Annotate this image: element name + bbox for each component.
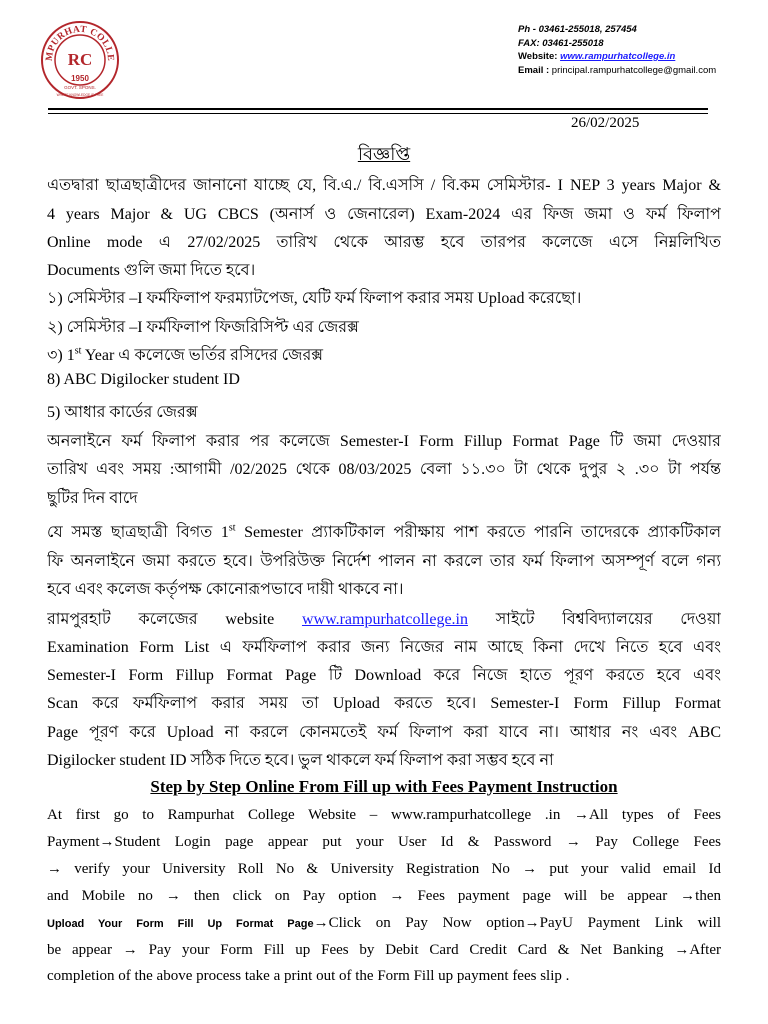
notice-title: বিজ্ঞপ্তি: [357, 144, 411, 164]
notice-line-3: Online mode এ 27/02/2025 তারিখ থেকে আরম্ভ হবে তারপর কলেজে এসে নিম্নলিখিত: [47, 234, 721, 251]
document-item-3: ৩) 1st Year এ কলেজে ভর্তির রসিদের জেরক্স: [47, 345, 324, 364]
website-line-2: Examination Form List এ ফর্মফিলাপ করার জন্য নিজের নাম আছে কিনা দেখে নিতে হবে এবং: [47, 639, 721, 656]
logo-monogram: RC: [67, 50, 93, 69]
notice-line-2: 4 years Major & UG CBCS (অনার্স ও জেনারেল) Exam-2024 এর ফিজ জমা ও ফর্ম ফিলাপ: [47, 206, 721, 223]
college-logo: [38, 18, 122, 102]
website-label: Website:: [518, 51, 561, 62]
fax-text: FAX: 03461-255018: [518, 37, 604, 49]
document-item-4: 8) ABC Digilocker student ID: [47, 371, 240, 388]
submission-line-2: তারিখ এবং সময় :আগামী /02/2025 থেকে 08/03/2025 বেলা ১১.৩০ টা থেকে দুপুর ২ .৩০ টা পর্যন্ত: [47, 461, 721, 478]
email-label: Email :: [518, 64, 550, 76]
website-line-3: Semester-I Form Fillup Format Page টি Download করে নিজে হাতে পূরণ করতে হবে এবং: [47, 667, 721, 684]
practical-line-1: যে সমস্ত ছাত্রছাত্রী বিগত 1st Semester প্র্যাকটিকাল পরীক্ষায় পাশ করতে পারনি তাদেরকে প্র্যাকটিকাল: [47, 522, 721, 541]
instruction-line-2: Payment→Student Login page appear put your User Id & Password → Pay College Fees: [47, 834, 721, 850]
instruction-line-1: At first go to Rampurhat College Website – www.rampurhatcollege .in →All types of Fees: [47, 807, 721, 823]
instruction-line-5: Upload Your Form Fill Up Format Page→Click on Pay Now option→PayU Payment Link will: [47, 915, 721, 931]
submission-line-3: ছুটির দিন বাদে: [47, 490, 138, 507]
instruction-line-7: completion of the above process take a print out of the Form Fill up payment fees slip .: [47, 968, 570, 984]
phone-text: Ph - 03461-255018, 257454: [518, 24, 637, 35]
notice-date: 26/02/2025: [571, 115, 640, 131]
header-rule-thick: [48, 108, 708, 110]
logo-govt-text: GOVT. SPONS.: [64, 85, 96, 90]
instructions-heading: Step by Step Online From Fill up with Fees Payment Instruction: [150, 777, 618, 796]
notice-line-1: এতদ্বারা ছাত্রছাত্রীদের জানানো যাচ্ছে যে, বি.এ./ বি.এসসি / বি.কম সেমিস্টার- I NEP 3 years Major &: [47, 177, 721, 194]
website-line-6: Digilocker student ID সঠিক দিতে হবে। ভুল থাকলে ফর্ম ফিলাপ করা সম্ভব হবে না: [47, 752, 554, 769]
practical-line-3: হবে এবং কলেজ কর্তৃপক্ষ কোনোরূপভাবে দায়ী থাকবে না।: [47, 581, 404, 598]
logo-year: 1950: [71, 74, 89, 83]
instruction-line-6: be appear → Pay your Form Fill up Fees by Debit Card Credit Card & Net Banking →After: [47, 942, 721, 958]
practical-line-2: ফি অনলাইনে জমা করতে হবে। উপরিউক্ত নির্দেশ পালন না করলে তার ফর্ম ফিলাপ অসম্পূর্ণ বলে গন্য: [47, 553, 721, 570]
website-line-4: Scan করে ফর্মফিলাপ করার সময় তা Upload করতে হবে। Semester-I Form Fillup Format: [47, 695, 721, 712]
submission-line-1: অনলাইনে ফর্ম ফিলাপ করার পর কলেজে Semester-I Form Fillup Format Page টি জমা দেওয়ার: [47, 433, 721, 450]
document-item-5: 5) আধার কার্ডের জেরক্স: [47, 404, 198, 421]
header-rule-thin: [48, 113, 708, 114]
website-line-5: Page পূরণ করে Upload না করলে কোনমতেই ফর্ম ফিলাপ করা যাবে না। আধার নং এবং ABC: [47, 724, 721, 741]
document-item-2: ২) সেমিস্টার –I ফর্মফিলাপ ফিজরিসিপ্ট এর জেরক্স: [47, 319, 359, 336]
logo-motto: WHERE KNOWLEDGE IS FREE: [56, 93, 104, 97]
email-text: principal.rampurhatcollege@gmail.com: [549, 64, 717, 76]
website-line-1: রামপুরহাট কলেজের website www.rampurhatcollege.in সাইটে বিশ্ববিদ্যালয়ের দেওয়া: [47, 611, 721, 628]
instruction-line-4: and Mobile no → then click on Pay option → Fees payment page will be appear →then: [47, 888, 721, 904]
contact-block: [518, 23, 716, 89]
document-item-1: ১) সেমিস্টার –I ফর্মফিলাপ ফরম্যাটপেজ, যেটি ফর্ম ফিলাপ করার সময় Upload করেছো।: [47, 290, 582, 307]
logo-ring-text: MPURHAT COLLE: [44, 24, 116, 62]
website-link[interactable]: www.rampurhatcollege.in: [560, 51, 676, 62]
notice-line-4: Documents গুলি জমা দিতে হবে।: [47, 262, 256, 279]
college-website-link[interactable]: www.rampurhatcollege.in: [301, 611, 468, 628]
instruction-line-3: → verify your University Roll No & University Registration No → put your valid email Id: [47, 861, 721, 877]
